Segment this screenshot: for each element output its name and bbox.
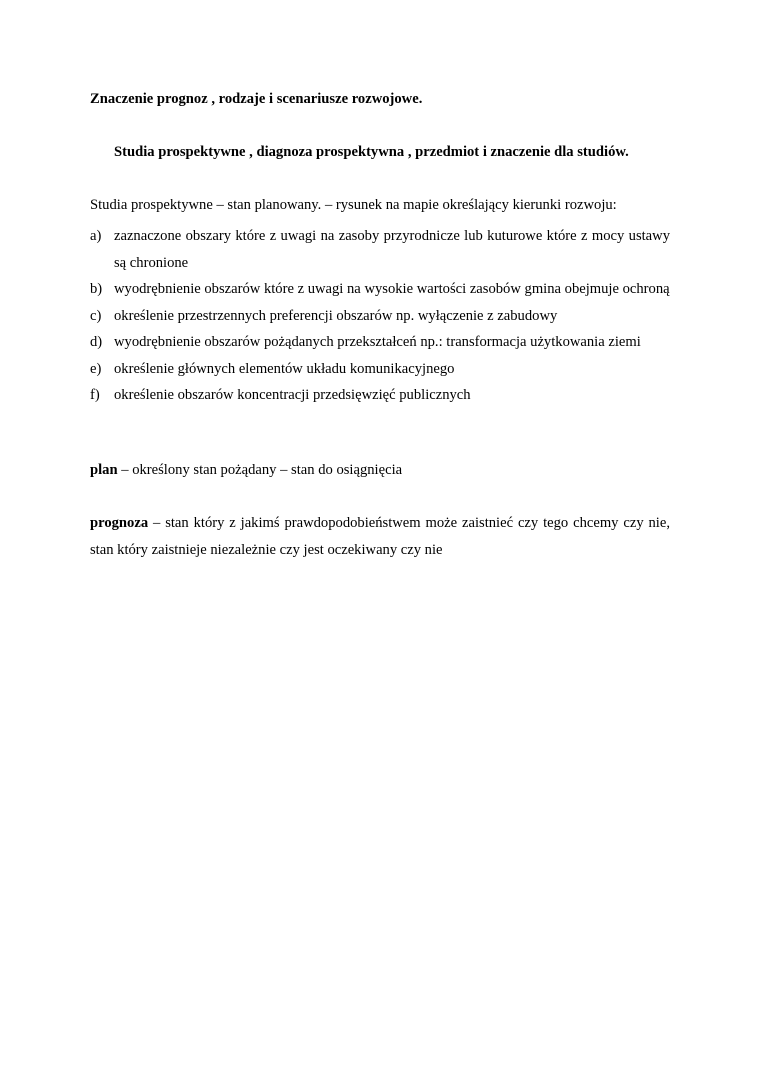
- document-title: Znaczenie prognoz , rodzaje i scenariusze rozwojowe.: [90, 91, 423, 107]
- intro-paragraph: Studia prospektywne – stan planowany. – rysunek na mapie określający kierunki rozwoju:: [90, 197, 617, 213]
- list-marker: a): [90, 228, 102, 244]
- list-item: [90, 303, 670, 330]
- list-marker: f): [90, 387, 100, 403]
- list-marker: b): [90, 281, 103, 297]
- list-item-text: określenie przestrzennych preferencji obszarów np. wyłączenie z zabudowy: [114, 307, 558, 324]
- list-item-text: określenie głównych elementów układu komunikacyjnego: [114, 360, 455, 377]
- list-item: [90, 329, 670, 356]
- list-item: [90, 223, 670, 276]
- plan-definition: [90, 457, 670, 484]
- list-item-text: wyodrębnienie obszarów które z uwagi na wysokie wartości zasobów gmina obejmuje ochroną: [114, 281, 670, 297]
- prognoza-definition: [90, 510, 670, 563]
- plan-definition-text: – określony stan pożądany – stan do osiągnięcia: [117, 462, 403, 478]
- list-item: [90, 356, 670, 383]
- list-marker: d): [90, 334, 103, 350]
- list-item: [90, 276, 670, 303]
- list-marker: c): [90, 307, 102, 324]
- plan-term: plan: [90, 462, 118, 478]
- list-marker: e): [90, 360, 102, 377]
- prognoza-definition-text: – stan który z jakimś prawdopodobieństwem może zaistnieć czy tego chcemy czy nie, stan który zaistnieje niezależnie czy jest oczekiwany czy nie: [90, 515, 670, 558]
- list-item: [90, 382, 670, 409]
- document-subtitle: Studia prospektywne , diagnoza prospektywna , przedmiot i znaczenie dla studiów.: [114, 144, 629, 160]
- prognoza-term: prognoza: [90, 515, 149, 531]
- list-item-text: zaznaczone obszary które z uwagi na zasoby przyrodnicze lub kuturowe które z mocy ustawy są chronione: [114, 228, 670, 271]
- directions-list: [90, 223, 670, 409]
- list-item-text: wyodrębnienie obszarów pożądanych przekształceń np.: transformacja użytkowania ziemi: [114, 334, 641, 350]
- list-item-text: określenie obszarów koncentracji przedsięwzięć publicznych: [114, 387, 471, 403]
